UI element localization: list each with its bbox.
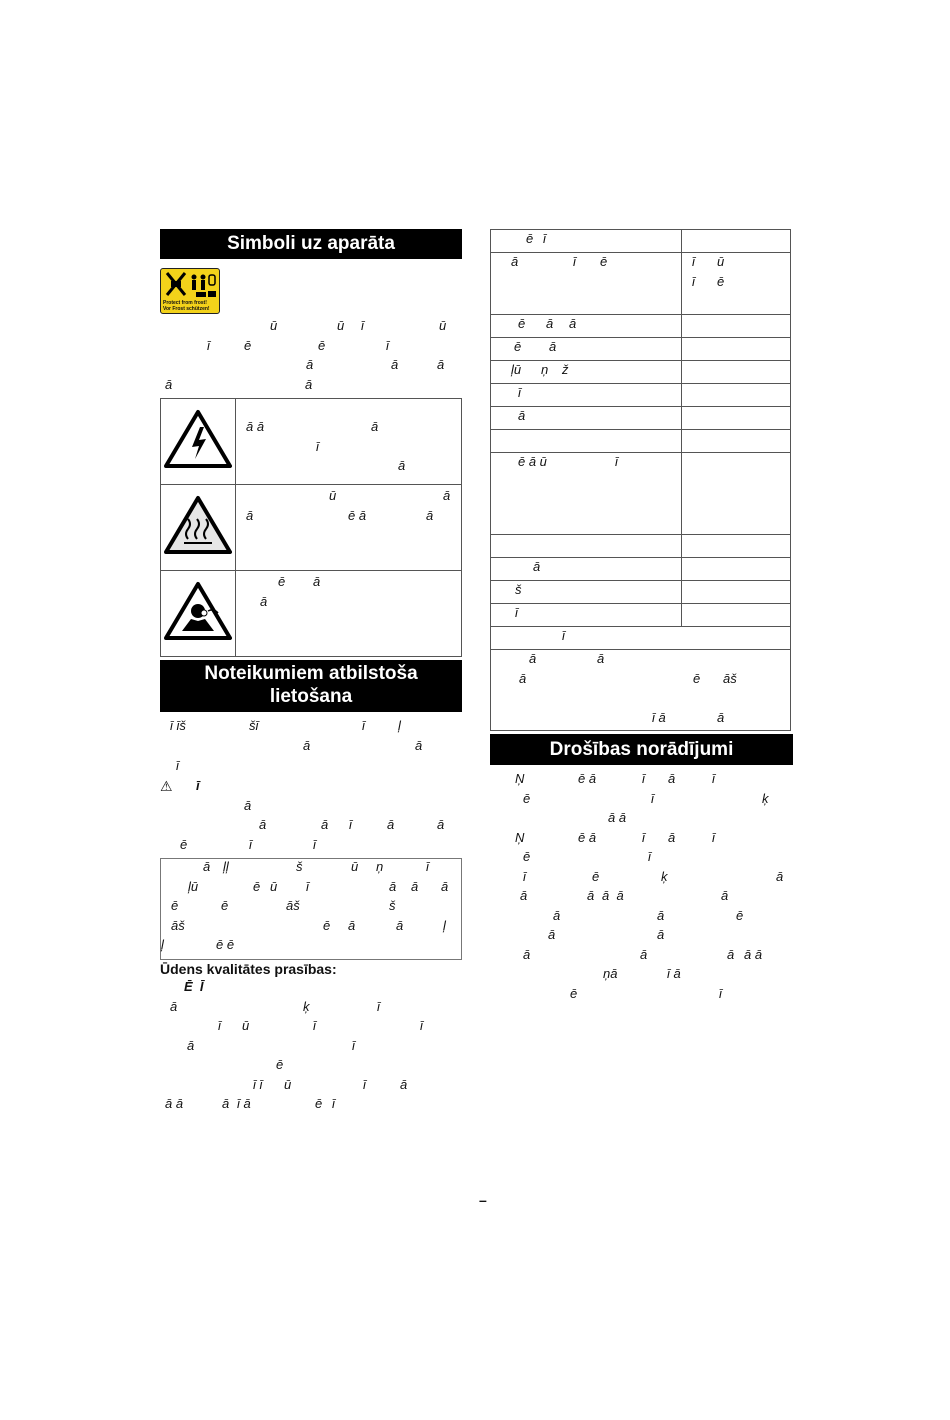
text-fragment: ā bbox=[321, 817, 329, 832]
hazard-icon-cell bbox=[161, 399, 236, 485]
text-line bbox=[491, 690, 790, 710]
notice-box bbox=[160, 858, 462, 960]
text-fragment: ā bbox=[518, 408, 526, 423]
table-cell-label bbox=[491, 558, 682, 581]
text-fragment: ā bbox=[400, 1076, 408, 1092]
table-row bbox=[491, 604, 791, 627]
text-fragment: ī bbox=[648, 849, 651, 864]
table-cell-value bbox=[682, 315, 791, 338]
text-fragment: š bbox=[389, 898, 396, 913]
text-line bbox=[236, 508, 461, 528]
text-fragment: ā bbox=[170, 998, 178, 1014]
technical-data-table bbox=[490, 229, 791, 731]
water-sub-text: Ē Ī bbox=[184, 979, 204, 994]
text-fragment: ā ā bbox=[602, 888, 624, 903]
text-fragment: ē bbox=[736, 907, 744, 923]
text-fragment: ā bbox=[411, 878, 419, 894]
text-line bbox=[491, 385, 681, 405]
text-fragment: ū bbox=[717, 254, 725, 269]
text-fragment: ē bbox=[253, 878, 261, 894]
text-line bbox=[490, 986, 791, 1006]
text-fragment: ā bbox=[396, 917, 404, 933]
text-fragment: ē bbox=[244, 337, 252, 353]
text-line bbox=[160, 758, 462, 778]
table-row bbox=[491, 338, 791, 361]
table-cell-label bbox=[491, 535, 682, 558]
table-cell-value bbox=[682, 384, 791, 407]
table-cell-value bbox=[682, 581, 791, 604]
table-cell-full bbox=[491, 627, 791, 650]
text-fragment: ī bbox=[562, 628, 565, 643]
text-line bbox=[491, 408, 681, 428]
table-cell-label bbox=[491, 361, 682, 384]
table-row bbox=[491, 650, 791, 731]
text-line bbox=[491, 362, 681, 382]
text-fragment: ū bbox=[270, 318, 278, 333]
text-fragment: ī bbox=[363, 1076, 366, 1092]
table-cell-value bbox=[682, 230, 791, 253]
text-line bbox=[161, 898, 461, 918]
text-fragment: ļ bbox=[443, 917, 446, 933]
text-fragment: ņā bbox=[603, 966, 618, 981]
heading-line: lietošana bbox=[269, 686, 353, 707]
text-fragment: ī bbox=[712, 771, 715, 786]
text-fragment: ī bbox=[362, 718, 365, 733]
text-fragment: ā bbox=[415, 738, 423, 753]
text-fragment: ī bbox=[306, 878, 309, 894]
text-line bbox=[491, 559, 681, 579]
text-fragment: ī bbox=[207, 337, 210, 353]
text-fragment: āš bbox=[171, 917, 185, 933]
table-row bbox=[491, 361, 791, 384]
text-fragment: ā bbox=[222, 1096, 230, 1111]
text-fragment: ā bbox=[260, 593, 268, 609]
text-fragment: ā bbox=[244, 797, 252, 813]
text-fragment: ē bbox=[221, 898, 229, 913]
text-line bbox=[491, 671, 790, 691]
text-fragment: ā bbox=[569, 316, 577, 331]
text-fragment: ķ bbox=[661, 868, 668, 884]
text-line bbox=[236, 488, 461, 508]
text-fragment: ē bbox=[180, 836, 188, 852]
table-cell-label bbox=[491, 230, 682, 253]
text-fragment: ļū bbox=[511, 362, 522, 377]
text-fragment: ī bbox=[692, 273, 695, 289]
text-fragment: ē bbox=[318, 337, 326, 353]
hazard-text-cell bbox=[236, 399, 462, 485]
text-line bbox=[236, 458, 461, 478]
warning-char: ī bbox=[196, 778, 200, 793]
table-cell-label bbox=[491, 604, 682, 627]
text-fragment: ī bbox=[420, 1018, 423, 1033]
text-line bbox=[236, 419, 461, 439]
text-fragment: āš bbox=[286, 898, 300, 913]
text-fragment: ē bbox=[592, 868, 600, 884]
text-line bbox=[491, 254, 681, 274]
text-fragment: ē bbox=[276, 1057, 284, 1072]
table-cell-value bbox=[682, 535, 791, 558]
text-line bbox=[160, 377, 462, 397]
hazard-text-cell bbox=[236, 485, 462, 571]
table-row bbox=[491, 315, 791, 338]
text-fragment: ī bbox=[332, 1096, 335, 1111]
text-fragment: ā bbox=[511, 254, 519, 269]
text-fragment: ā bbox=[657, 927, 665, 942]
text-fragment: ā bbox=[668, 771, 676, 786]
text-fragment: ā bbox=[187, 1037, 195, 1053]
text-fragment: ī bbox=[349, 817, 352, 832]
table-row bbox=[491, 253, 791, 315]
table-row bbox=[491, 407, 791, 430]
text-fragment: ē bbox=[717, 273, 725, 289]
text-fragment: šī bbox=[249, 718, 259, 733]
text-line bbox=[682, 254, 790, 274]
text-fragment: ā bbox=[426, 507, 434, 523]
text-fragment: ū bbox=[242, 1018, 250, 1033]
text-line bbox=[491, 231, 681, 251]
text-line bbox=[682, 274, 790, 294]
text-fragment: ā bbox=[389, 878, 397, 894]
table-row bbox=[491, 384, 791, 407]
text-fragment: ā bbox=[549, 339, 557, 354]
text-line bbox=[160, 1038, 462, 1058]
text-fragment: ā bbox=[306, 357, 314, 372]
intended-use-text-2 bbox=[160, 798, 462, 857]
text-fragment: ā bbox=[587, 888, 595, 903]
text-fragment: ķ bbox=[303, 998, 310, 1014]
text-fragment: ē bbox=[278, 574, 286, 589]
text-fragment: ū bbox=[351, 859, 359, 874]
text-fragment: ē ā bbox=[578, 829, 597, 845]
text-line bbox=[236, 574, 461, 594]
text-fragment: ī īš bbox=[170, 718, 186, 733]
table-row bbox=[491, 535, 791, 558]
text-fragment: ā bbox=[259, 817, 267, 832]
text-fragment: š bbox=[515, 582, 522, 597]
text-fragment: ā bbox=[391, 357, 399, 372]
text-line bbox=[160, 817, 462, 837]
hazard-symbol-table bbox=[160, 398, 462, 657]
text-fragment: ā bbox=[597, 651, 605, 666]
text-fragment: ē bbox=[171, 898, 179, 913]
table-cell-value bbox=[682, 430, 791, 453]
text-fragment: ī bbox=[249, 836, 252, 852]
text-line bbox=[161, 859, 461, 879]
page-number: – bbox=[479, 1192, 487, 1208]
text-fragment: ā bbox=[533, 559, 541, 574]
text-line bbox=[160, 357, 462, 377]
text-line bbox=[490, 927, 791, 947]
water-quality-heading: Ūdens kvalitātes prasības: bbox=[160, 961, 337, 977]
text-line bbox=[161, 879, 461, 899]
text-line bbox=[491, 605, 681, 625]
text-fragment: ā ā bbox=[608, 810, 627, 825]
text-fragment: ā bbox=[546, 316, 554, 331]
text-fragment: ā bbox=[668, 829, 676, 845]
electric-shock-warning-icon bbox=[164, 409, 232, 469]
text-fragment: ī bbox=[692, 254, 695, 269]
text-fragment: ļ bbox=[398, 718, 401, 733]
text-fragment: ī bbox=[523, 868, 526, 884]
text-fragment: ī bbox=[313, 1018, 316, 1033]
text-fragment: āš bbox=[723, 670, 737, 686]
table-cell-value bbox=[682, 253, 791, 315]
warning-icon: ⚠ bbox=[160, 778, 173, 794]
text-line bbox=[491, 454, 681, 474]
section-heading-symbols: Simboli uz aparāta bbox=[160, 229, 462, 259]
table-cell-full bbox=[491, 650, 791, 731]
hazard-icon-cell bbox=[161, 571, 236, 657]
hot-surface-warning-icon bbox=[164, 495, 232, 555]
text-line bbox=[161, 918, 461, 938]
text-fragment: ī bbox=[426, 859, 429, 874]
water-sub-heading bbox=[160, 979, 462, 999]
text-fragment: ī bbox=[543, 231, 546, 246]
text-fragment: ļļ bbox=[223, 859, 229, 874]
text-fragment: ā bbox=[303, 738, 311, 753]
text-line bbox=[490, 908, 791, 928]
text-fragment: ī bbox=[352, 1037, 355, 1053]
text-line bbox=[490, 830, 791, 850]
text-line bbox=[490, 771, 791, 791]
text-fragment: ī bbox=[316, 438, 319, 454]
text-fragment: ē bbox=[570, 985, 578, 1001]
table-cell-label bbox=[491, 430, 682, 453]
text-fragment: ā ā bbox=[744, 946, 763, 962]
text-fragment: ņ bbox=[541, 362, 549, 377]
text-fragment: ā bbox=[727, 946, 735, 962]
hazard-icon-cell bbox=[161, 485, 236, 571]
text-line bbox=[491, 651, 790, 671]
text-fragment: ī ā bbox=[237, 1096, 251, 1111]
text-fragment: ž bbox=[562, 362, 569, 377]
text-fragment: ī bbox=[377, 998, 380, 1014]
section-heading-intended-use bbox=[160, 660, 462, 712]
table-cell-label bbox=[491, 384, 682, 407]
hazard-text-cell bbox=[236, 571, 462, 657]
text-line bbox=[160, 1077, 462, 1097]
text-fragment: ļū bbox=[188, 878, 199, 894]
text-fragment: ā bbox=[441, 878, 449, 894]
table-cell-value bbox=[682, 361, 791, 384]
table-row bbox=[491, 627, 791, 650]
text-fragment: ā bbox=[165, 376, 173, 392]
text-fragment: ī ā bbox=[667, 966, 681, 981]
text-fragment: ā bbox=[553, 907, 561, 923]
text-line bbox=[490, 869, 791, 889]
text-fragment: ī bbox=[651, 790, 654, 806]
text-fragment: ī bbox=[642, 771, 645, 786]
text-fragment: ā bbox=[529, 651, 537, 666]
text-fragment: ā ā bbox=[246, 419, 265, 434]
table-row bbox=[491, 581, 791, 604]
table-row bbox=[491, 453, 791, 535]
text-fragment: ē bbox=[526, 231, 534, 246]
table-cell-label bbox=[491, 581, 682, 604]
table-cell-value bbox=[682, 407, 791, 430]
frost-badge-text-en: Protect from frost! bbox=[163, 300, 207, 306]
table-cell-label bbox=[491, 338, 682, 361]
text-fragment: ī bbox=[176, 758, 179, 773]
table-cell-value bbox=[682, 453, 791, 535]
text-line bbox=[490, 849, 791, 869]
frost-badge bbox=[160, 268, 220, 314]
text-fragment: ā bbox=[313, 574, 321, 589]
text-fragment: ā bbox=[523, 946, 531, 962]
text-fragment: ā bbox=[246, 507, 254, 523]
text-fragment: ā bbox=[305, 376, 313, 392]
text-line bbox=[160, 1018, 462, 1038]
text-fragment: ā bbox=[717, 709, 725, 725]
text-line bbox=[160, 1096, 462, 1116]
text-fragment: ē bbox=[315, 1096, 323, 1111]
text-fragment: ā bbox=[437, 817, 445, 832]
text-line bbox=[160, 1057, 462, 1077]
text-fragment: ī bbox=[218, 1018, 221, 1033]
table-cell-value bbox=[682, 558, 791, 581]
text-fragment: ā bbox=[371, 419, 379, 434]
text-fragment: ā bbox=[519, 670, 527, 686]
table-row bbox=[491, 230, 791, 253]
text-line bbox=[491, 710, 790, 730]
text-fragment: ņ bbox=[376, 859, 384, 874]
text-fragment: ē bbox=[523, 849, 531, 864]
text-line bbox=[160, 338, 462, 358]
text-fragment: ī bbox=[573, 254, 576, 269]
text-fragment: ā bbox=[398, 458, 406, 473]
safety-text bbox=[490, 771, 791, 1005]
text-fragment: ā ā bbox=[165, 1096, 184, 1111]
water-quality-text bbox=[160, 999, 462, 1116]
text-fragment: ā bbox=[657, 907, 665, 923]
text-fragment: ē ā bbox=[578, 771, 597, 786]
text-line bbox=[490, 791, 791, 811]
intro-text bbox=[160, 318, 462, 396]
frost-badge-text-de: Vor Frost schützen! bbox=[163, 306, 210, 312]
text-fragment: ā bbox=[203, 859, 211, 874]
text-fragment: ī ā bbox=[652, 709, 666, 725]
table-cell-label bbox=[491, 253, 682, 315]
text-fragment: ū bbox=[337, 318, 345, 333]
text-fragment: ē ā ū bbox=[518, 454, 547, 469]
text-fragment: ī bbox=[386, 337, 389, 353]
text-line bbox=[491, 582, 681, 602]
warning-line bbox=[160, 778, 462, 798]
text-fragment: ā bbox=[443, 488, 451, 503]
text-fragment: ķ bbox=[762, 790, 769, 806]
table-cell-label bbox=[491, 407, 682, 430]
text-fragment: ē bbox=[323, 917, 331, 933]
text-line bbox=[236, 439, 461, 459]
text-fragment: ī ī bbox=[253, 1076, 263, 1092]
text-fragment: ā bbox=[776, 868, 784, 884]
text-line bbox=[491, 628, 790, 648]
text-fragment: ē bbox=[518, 316, 526, 331]
text-line bbox=[490, 966, 791, 986]
right-column bbox=[490, 229, 791, 1005]
text-fragment: ē ā bbox=[348, 507, 367, 523]
text-fragment: ī bbox=[313, 836, 316, 852]
table-cell-label bbox=[491, 453, 682, 535]
text-fragment: ū bbox=[284, 1076, 292, 1092]
text-fragment: Ņ bbox=[515, 829, 525, 845]
text-fragment: ļ bbox=[161, 937, 164, 952]
text-fragment: ū bbox=[329, 488, 337, 503]
table-cell-label bbox=[491, 315, 682, 338]
intended-use-text bbox=[160, 718, 462, 778]
text-line bbox=[490, 810, 791, 830]
text-line bbox=[160, 837, 462, 857]
heading-line: Noteikumiem atbilstoša bbox=[204, 663, 418, 684]
section-heading-safety: Drošības norādījumi bbox=[490, 734, 793, 765]
text-line bbox=[491, 339, 681, 359]
table-cell-value bbox=[682, 338, 791, 361]
text-line bbox=[236, 594, 461, 614]
text-fragment: ā bbox=[548, 927, 556, 942]
text-fragment: ē ē bbox=[216, 937, 235, 952]
text-line bbox=[490, 888, 791, 908]
text-fragment: ū bbox=[270, 878, 278, 894]
text-fragment: ē bbox=[523, 790, 531, 806]
text-line bbox=[160, 738, 462, 758]
text-fragment: ā bbox=[437, 357, 445, 372]
text-fragment: ā bbox=[721, 888, 729, 903]
text-fragment: ū bbox=[439, 318, 447, 333]
left-column bbox=[160, 229, 462, 1116]
text-fragment: ā bbox=[348, 917, 356, 933]
text-fragment: ē bbox=[693, 670, 701, 686]
text-line bbox=[160, 798, 462, 818]
text-fragment: ā bbox=[640, 946, 648, 962]
frost-protection-icon bbox=[161, 269, 219, 301]
text-fragment: ī bbox=[361, 318, 364, 333]
text-line bbox=[490, 947, 791, 967]
hot-steam-warning-icon bbox=[164, 581, 232, 641]
text-line bbox=[491, 316, 681, 336]
text-line bbox=[160, 999, 462, 1019]
table-row bbox=[491, 558, 791, 581]
text-fragment: ī bbox=[615, 454, 618, 469]
table-cell-value bbox=[682, 604, 791, 627]
text-fragment: ā bbox=[520, 888, 528, 903]
text-fragment: ē bbox=[514, 339, 522, 354]
text-line bbox=[160, 318, 462, 338]
text-line bbox=[161, 937, 461, 957]
text-fragment: ī bbox=[642, 829, 645, 845]
text-fragment: Ņ bbox=[515, 771, 525, 786]
text-line bbox=[160, 718, 462, 738]
text-fragment: ā bbox=[387, 817, 395, 832]
text-fragment: ī bbox=[518, 385, 521, 400]
text-fragment: ī bbox=[515, 605, 518, 620]
table-row bbox=[491, 430, 791, 453]
text-fragment: ī bbox=[712, 829, 715, 845]
text-fragment: š bbox=[296, 859, 303, 874]
text-fragment: ē bbox=[600, 254, 608, 269]
text-fragment: ī bbox=[719, 985, 722, 1001]
